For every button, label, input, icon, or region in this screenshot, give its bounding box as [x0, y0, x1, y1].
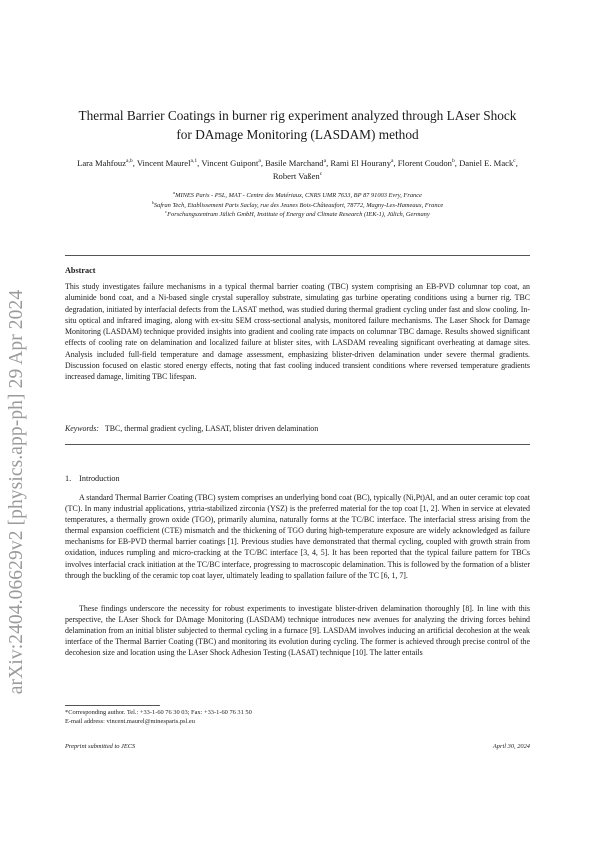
author-separator: , [197, 158, 202, 168]
affiliation-mark: a [173, 189, 176, 195]
author [273, 171, 322, 181]
affiliation-list [66, 191, 529, 220]
affiliation-mark: b [151, 199, 154, 205]
affiliation [66, 210, 529, 220]
keywords-text: TBC, thermal gradient cycling, LASAT, blister driven delamination [104, 424, 319, 433]
author-name: Daniel E. Mack [459, 158, 514, 168]
affiliation-text: MINES Paris - PSL, MAT - Centre des Matériaux, CNRS UMR 7633, BP 87 91003 Evry, France [175, 192, 422, 199]
author-separator: , [515, 158, 518, 168]
abstract-bottom-rule [65, 444, 530, 445]
section-number: 1. [65, 474, 72, 483]
abstract-text: This study investigates failure mechanisms in a typical thermal barrier coating (TBC) system comprising an EB-PVD columnar top coat, an aluminide bond coat, and a Ni-based single crystal superalloy substrate, simulating gas turbine operating conditions using a burner rig. TBC degradation, initiated by interfacial defects from the LASAT method, was studied during thermal gradient cycling under fast and slow cooling. In-situ optical and infrared imaging, along with ex-situ SEM cross-sectional analysis, monitored failure mechanisms. The Laser Shock for Damage Monitoring (LASDAM) technique provided insights into gradient and cooling rate impacts on columnar TBC damage. Results showed significant effects of cooling rate on delamination and localized failure at blister sites, with LASDAM revealing significant overheating at damage sites. Analysis included full-field temperature and damage assessment, emphasizing blister-driven delamination under severe thermal gradients. Discussion focused on elastic stored energy effects, noting that fast cooling induced transient conditions where reversed temperature gradients increased damage, limiting TBC lifespan. [65, 282, 530, 382]
author [459, 158, 518, 168]
author-affiliation-mark: b [451, 158, 455, 165]
section-title: Introduction [79, 474, 120, 483]
author-separator: , [393, 158, 398, 168]
author-affiliation-mark: a [323, 158, 327, 165]
author-affiliation-mark: a [258, 158, 261, 165]
affiliation [66, 201, 529, 211]
paper-title: Thermal Barrier Coatings in burner rig experiment analyzed through LAser Shock for DAmage Monitoring (LASDAM) method [78, 108, 517, 142]
author [137, 158, 201, 168]
author-affiliation-mark: a,1 [190, 158, 198, 165]
author-name: Lara Mahfouz [77, 158, 127, 168]
author-name: Florent Coudon [397, 158, 452, 168]
affiliation-text: Safran Tech, Etablissement Paris Saclay, rue des Jeunes Bois-Châteaufort, 78772, Magny-Les-Hameaux, France [153, 201, 444, 209]
body-paragraph: A standard Thermal Barrier Coating (TBC) system comprises an underlying bond coat (BC), typically (Ni,Pt)Al, and an outer ceramic top coat (TC). In many industrial applications, yttria-stabilized zirconia (YSZ) is the preferred material for the top coat [1, 2]. When in service at elevated temperatures, a thermally grown oxide (TGO), primarily alumina, naturally forms at the TC/BC interface. The interfacial stress arising from the thermal expansion coefficient (CTE) mismatch and the thickening of TGO during high-temperature exposure are widely acknowledged as failure mechanisms for EB-PVD thermal barrier coatings [1]. Previous studies have demonstrated that thermal cycling, coupled with growth strain from oxidation, induces rumpling and micro-cracking at the TC/BC interface [3, 4, 5]. It has been reported that the typical failure pattern for TBCs involves interfacial crack initiation at the TC/BC interface, progressing to macroscopic delamination. This is followed by the formation of a blister through the buckling of the ceramic top coat layer, ultimately leading to spallation failure of the TC [6, 1, 7]. [65, 493, 530, 580]
author-separator: , [260, 158, 266, 168]
author [77, 158, 137, 168]
author-name: Vincent Guipont [201, 158, 259, 168]
abstract-top-rule [65, 255, 530, 256]
author-name: Vincent Maurel [136, 158, 191, 168]
author-affiliation-mark: a [391, 158, 394, 165]
footnote-rule [65, 705, 160, 706]
footer-preprint-note: Preprint submitted to JECS [65, 743, 136, 750]
author-separator: , [454, 158, 460, 168]
section-heading [65, 474, 120, 483]
author-list [66, 157, 529, 183]
author-affiliation-mark: c [319, 171, 323, 178]
affiliation-text: Forschungszentrum Jülich GmbH, Institute of Energy and Climate Research (IEK-1), Jülich, Germany [167, 211, 430, 219]
author [330, 158, 397, 168]
keywords-line [65, 424, 530, 433]
author-separator: , [132, 158, 137, 168]
body-paragraph: These findings underscore the necessity for robust experiments to investigate blister-driven delamination thoroughly [8]. In line with this perspective, the LAser Shock for DAmage Monitoring (LASDAM) technique introduces new avenues for analyzing the driving forces behind delamination from an initial blister subjected to thermal cycling in a furnace [9]. LASDAM involves inducing an artificial decohesion at the weak interface of the Thermal Barrier Coating (TBC) and monitoring its evolution during cycling. The former is achieved through precise control of the decohesion size and location using the LAser Shock Adhesion Testing (LASAT) technique [10]. The latter entails [65, 604, 530, 658]
arxiv-identifier: arXiv:2404.06629v2 [physics.app-ph] 29 Apr 2024 [6, 289, 27, 695]
author [201, 158, 265, 168]
author-name: Basile Marchand [265, 158, 324, 168]
author-affiliation-mark: a,b [126, 158, 133, 165]
affiliation-mark: c [165, 209, 168, 215]
author-name: Robert Vaßen [272, 171, 320, 181]
author-affiliation-mark: c [513, 158, 516, 165]
keywords-label: Keywords: [65, 424, 99, 433]
author-name: Rami El Hourany [330, 158, 391, 168]
affiliation [66, 191, 529, 201]
author-separator: , [326, 158, 331, 168]
abstract-heading: Abstract [65, 266, 96, 275]
footnote-corresponding: *Corresponding author. Tel.: +33-1-60 76 30 03; Fax: +33-1-60 76 31 50 [65, 709, 252, 716]
footer-date: April 30, 2024 [492, 743, 530, 750]
author [265, 158, 330, 168]
footnotes [65, 708, 252, 726]
arxiv-side-stamp [4, 0, 30, 842]
footnote-email: E-mail address: vincent.maurel@minesparis.psl.eu [65, 718, 195, 725]
author [398, 158, 459, 168]
